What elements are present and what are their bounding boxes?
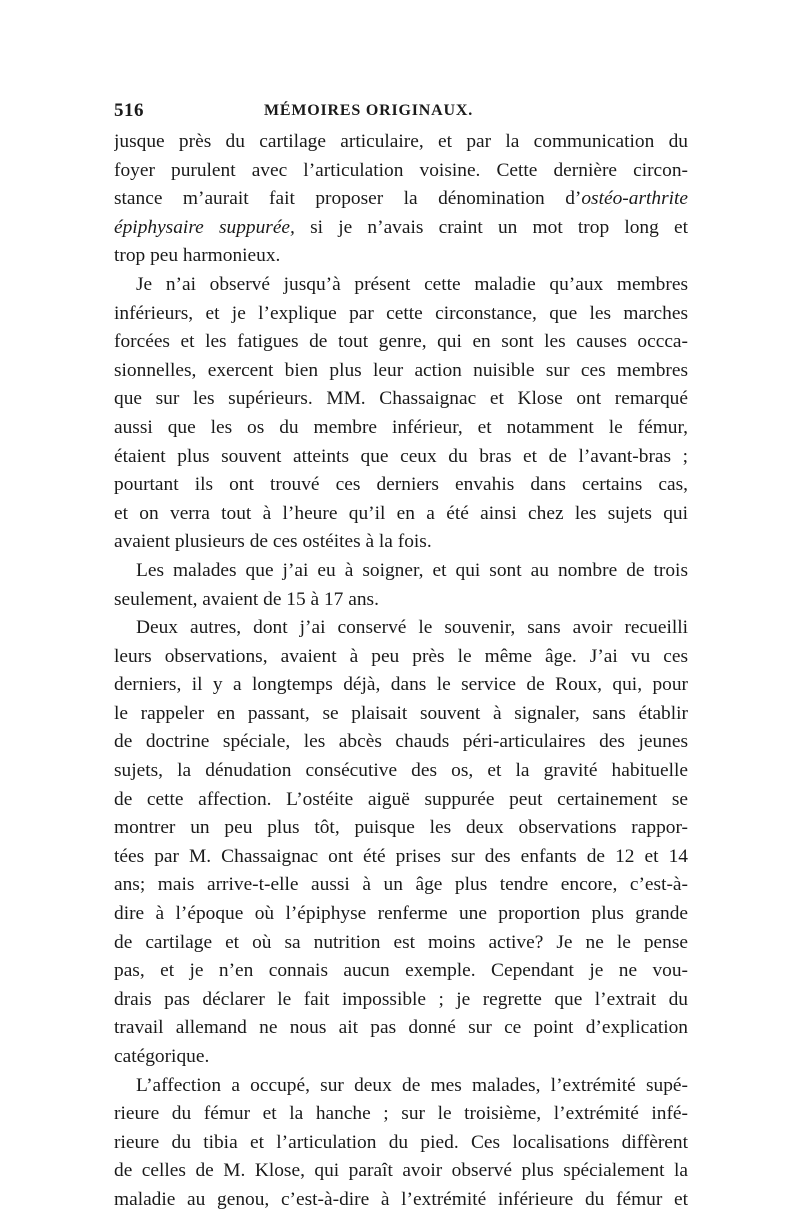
body-text bbox=[114, 128, 688, 1215]
text-line: et on verra tout à l’heure qu’il en a été ainsi chez les sujets qui bbox=[114, 502, 688, 524]
text-line: drais pas déclarer le fait impossible ; je regrette que l’extrait du bbox=[114, 988, 688, 1010]
text-line: trop peu harmonieux. bbox=[114, 245, 281, 267]
text-line: le rappeler en passant, se plaisait souvent à signaler, sans établir bbox=[114, 702, 688, 724]
text-line: étaient plus souvent atteints que ceux du bras et de l’avant-bras ; bbox=[114, 445, 688, 467]
text-line: derniers, il y a longtemps déjà, dans le service de Roux, qui, pour bbox=[114, 674, 688, 696]
text-segment: si je n’avais craint un mot trop long et bbox=[294, 216, 688, 238]
text-line: que sur les supérieurs. MM. Chassaignac et Klose ont remarqué bbox=[114, 388, 688, 410]
text-line: pas, et je n’en connais aucun exemple. Cependant je ne vou- bbox=[114, 960, 688, 982]
page-header bbox=[114, 100, 686, 128]
text-line: jusque près du cartilage articulaire, et par la communication du bbox=[114, 131, 688, 152]
text-line: de celles de M. Klose, qui paraît avoir observé plus spécialement la bbox=[114, 1160, 688, 1182]
text-line: maladie au genou, c’est-à-dire à l’extrémité inférieure du fémur et bbox=[114, 1188, 688, 1210]
text-line: montrer un peu plus tôt, puisque les deux observations rappor- bbox=[114, 817, 688, 839]
text-line: rieure du tibia et l’articulation du pied. Ces localisations diffèrent bbox=[114, 1131, 688, 1153]
text-line: Les malades que j’ai eu à soigner, et qui sont au nombre de trois bbox=[136, 559, 688, 581]
text-segment: ostéo-arthrite bbox=[581, 188, 688, 210]
text-line: de doctrine spéciale, les abcès chauds péri-articulaires des jeunes bbox=[114, 731, 688, 753]
text-line: Deux autres, dont j’ai conservé le souvenir, sans avoir recueilli bbox=[136, 617, 688, 639]
text-segment: épiphysaire suppurée, bbox=[114, 216, 295, 238]
text-line: catégorique. bbox=[114, 1046, 210, 1067]
text-line bbox=[114, 185, 688, 214]
text-line: L’affection a occupé, sur deux de mes malades, l’extrémité supé- bbox=[136, 1074, 688, 1096]
text-line: de cette affection. L’ostéite aiguë suppurée peut certainement se bbox=[114, 788, 688, 810]
text-line bbox=[114, 214, 688, 243]
text-line: sionnelles, exercent bien plus leur action nuisible sur ces membres bbox=[114, 359, 688, 381]
text-line: seulement, avaient de 15 à 17 ans. bbox=[114, 588, 379, 610]
text-line: ans; mais arrive-t-elle aussi à un âge plus tendre encore, c’est-à- bbox=[114, 874, 688, 896]
text-line: dire à l’époque où l’épiphyse renferme une proportion plus grande bbox=[114, 903, 688, 925]
text-line: inférieurs, et je l’explique par cette circonstance, que les marches bbox=[114, 302, 688, 324]
text-segment: stance m’aurait fait proposer la dénomination d’ bbox=[114, 188, 582, 210]
text-line: pourtant ils ont trouvé ces derniers envahis dans certains cas, bbox=[114, 474, 688, 496]
text-line: forcées et les fatigues de tout genre, qui en sont les causes occca- bbox=[114, 331, 688, 353]
text-line: foyer purulent avec l’articulation voisine. Cette dernière circon- bbox=[114, 159, 688, 181]
running-title: MÉMOIRES ORIGINAUX. bbox=[264, 102, 473, 119]
text-line: leurs observations, avaient à peu près le même âge. J’ai vu ces bbox=[114, 645, 688, 667]
text-line: Je n’ai observé jusqu’à présent cette maladie qu’aux membres bbox=[136, 273, 688, 295]
text-line: avaient plusieurs de ces ostéites à la fois. bbox=[114, 531, 432, 553]
text-line: travail allemand ne nous ait pas donné sur ce point d’explication bbox=[114, 1017, 688, 1039]
text-line: sujets, la dénudation consécutive des os, et la gravité habituelle bbox=[114, 760, 688, 782]
text-line: tées par M. Chassaignac ont été prises sur des enfants de 12 et 14 bbox=[114, 845, 688, 867]
text-line: rieure du fémur et la hanche ; sur le troisième, l’extrémité infé- bbox=[114, 1103, 688, 1125]
text-line: aussi que les os du membre inférieur, et notamment le fémur, bbox=[114, 416, 688, 438]
page-number: 516 bbox=[114, 100, 144, 121]
text-line: de cartilage et où sa nutrition est moins active? Je ne le pense bbox=[114, 931, 688, 953]
